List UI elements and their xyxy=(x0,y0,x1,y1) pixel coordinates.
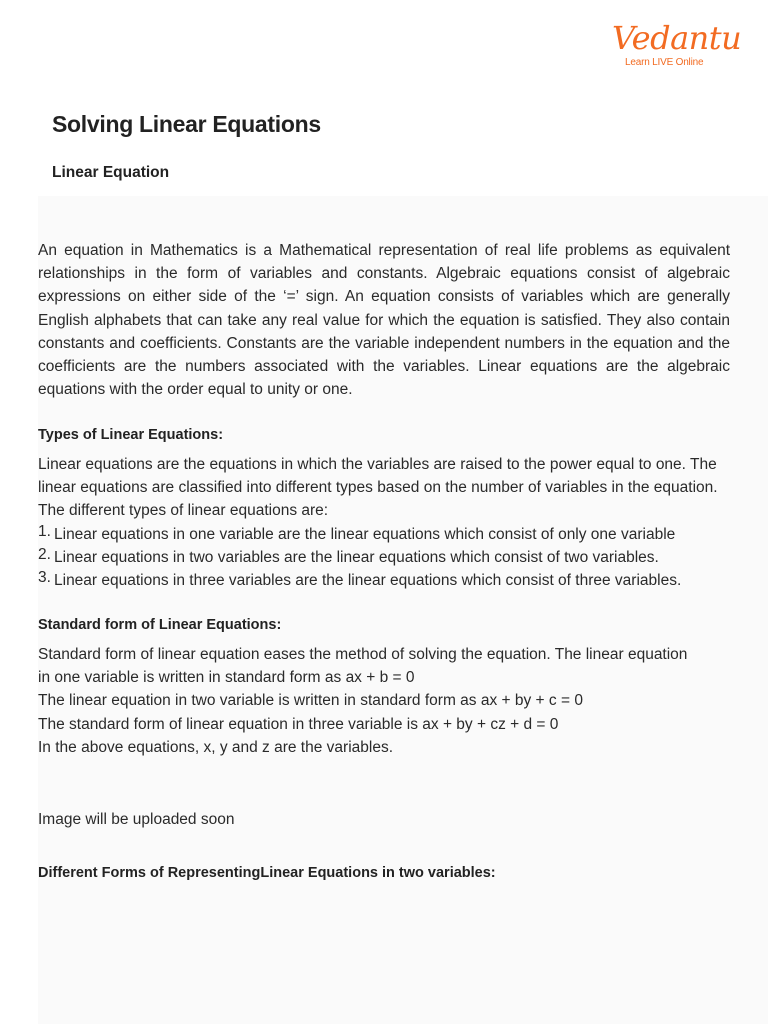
list-item-text: Linear equations in three variables are the linear equations which consist of three variables. xyxy=(54,572,682,590)
text-line: In the above equations, x, y and z are the variables. xyxy=(38,738,394,756)
list-number: 1. xyxy=(38,523,51,540)
text-line: The linear equation in two variable is written in standard form as ax + by + c = 0 xyxy=(38,692,583,710)
types-paragraph: Linear equations are the equations in which the variables are raised to the power equal to one. The linear equations are classified into different types based on the number of variables in the equation. The different types of linear equations are: xyxy=(38,456,718,520)
logo-wordmark: Vedantu xyxy=(612,19,742,57)
list-item-text: Linear equations in two variables are the linear equations which consist of two variables. xyxy=(54,549,659,567)
list-number: 3. xyxy=(38,569,51,587)
list-item xyxy=(38,569,738,592)
types-heading: Types of Linear Equations: xyxy=(38,427,224,443)
text-line: Standard form of linear equation eases the method of solving the equation. The linear equation xyxy=(38,646,688,663)
image-placeholder-note: Image will be uploaded soon xyxy=(38,811,235,828)
types-list xyxy=(38,523,738,593)
vedantu-logo[interactable] xyxy=(612,19,742,72)
section-subtitle: Linear Equation xyxy=(52,164,170,181)
standard-form-text xyxy=(38,643,730,759)
intro-paragraph: An equation in Mathematics is a Mathematical representation of real life problems as equivalent relationships in the form of variables and constants. Algebraic equations consist of algebraic expressions on either side of the ‘=’ sign. An equation consists of variables which are generally English alphabets that can take any real value for which the equation is satisfied. They also contain constants and coefficients. Constants are the variable independent numbers in the equation and the coefficients are the numbers associated with the variables. Linear equations are the algebraic equations with the order equal to unity or one. xyxy=(38,242,730,399)
list-number: 2. xyxy=(38,546,51,564)
page-title: Solving Linear Equations xyxy=(52,111,321,137)
logo-tagline: Learn LIVE Online xyxy=(625,57,704,68)
forms-heading: Different Forms of RepresentingLinear Equations in two variables: xyxy=(38,865,496,881)
text-line: The standard form of linear equation in three variable is ax + by + cz + d = 0 xyxy=(38,715,559,733)
list-item xyxy=(38,546,738,569)
list-item xyxy=(38,523,738,546)
standard-form-heading: Standard form of Linear Equations: xyxy=(38,617,282,633)
list-item-text: Linear equations in one variable are the linear equations which consist of only one variable xyxy=(54,526,676,543)
text-line: in one variable is written in standard form as ax + b = 0 xyxy=(38,669,415,687)
